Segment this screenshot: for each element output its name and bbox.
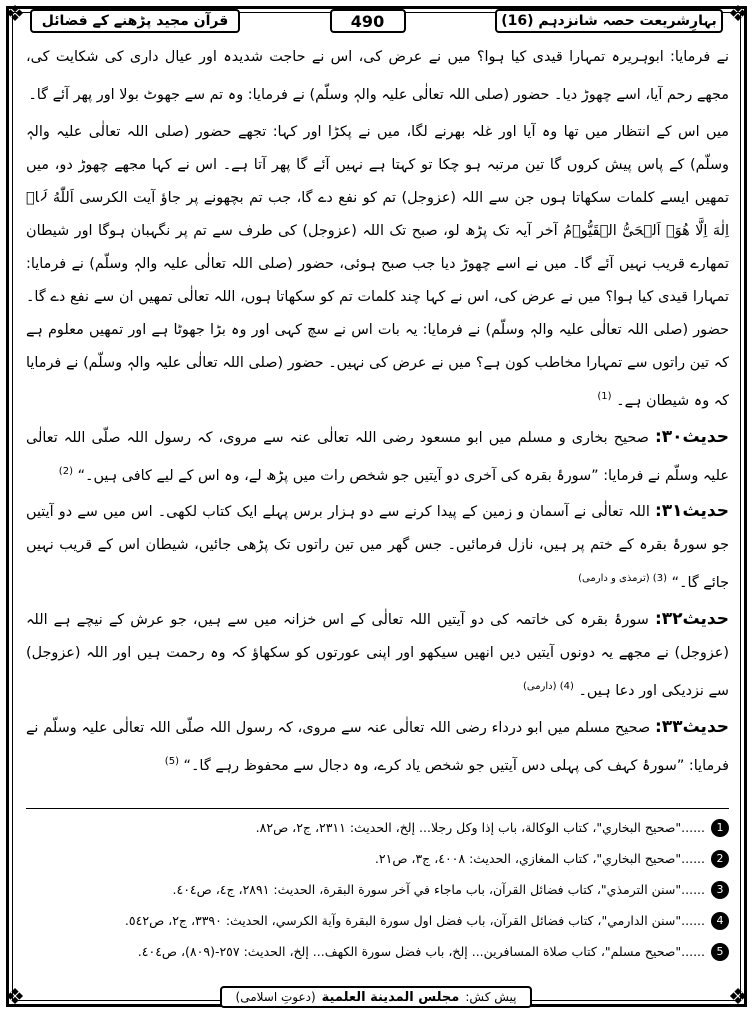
paragraph	[26, 40, 729, 112]
corner-ornament-icon: ❖	[5, 2, 25, 27]
paragraph	[26, 495, 729, 600]
footnote-text: ......"صحيح البخاري"، كتاب الوكالة، باب إذا وكل رجلا... إلخ، الحديث: ٢٣١١، ج٢، ص٨٢.	[255, 820, 705, 835]
hadith-heading: حدیث۳۱:	[654, 501, 729, 522]
footnote-text: ......"سنن الدارمي"، كتاب فضائل القرآن، باب فضل اول سورة البقرة وآية الكرسي، الحديث: ٣٣٩٠، ج٢، ص٥٤٢.	[124, 913, 705, 928]
paragraph-text: صحیح مسلم میں ابو درداء رضی اللہ تعالٰی عنہ سے مروی، کہ رسول اللہ صلّی اللہ تعالٰی علیہ وسلّم نے فرمایا: ”سورۂ کہف کی پہلی دس آیتیں جو شخص یاد کرے، وہ دجال سے محفوظ رہے گا۔“	[26, 719, 729, 774]
paragraph	[26, 421, 729, 493]
paragraph	[26, 115, 729, 418]
page-header	[30, 8, 723, 34]
paragraph-text: صحیح بخاری و مسلم میں ابو مسعود رضی اللہ تعالٰی عنہ سے مروی، کہ رسول اللہ صلّی اللہ تعالٰی علیہ وسلّم نے فرمایا: ”سورۂ بقرہ کی آخری دو آیتیں جو شخص رات میں پڑھ لے، وہ اس کے لیے کافی ہیں۔“	[26, 429, 729, 484]
page-footer	[220, 986, 532, 1008]
footnote-reference: (5)	[164, 755, 179, 767]
footnote-item	[26, 936, 729, 967]
publisher-name: مجلس المدينة العلمية	[321, 989, 460, 1005]
paragraph	[26, 603, 729, 708]
book-title: بہارِشریعت حصہ شانزدہم (16)	[495, 9, 723, 33]
footnote-reference: (4) (دارمی)	[522, 681, 574, 693]
paragraph-text: میں اس کے انتظار میں تھا وہ آیا اور غلہ بھرنے لگا، میں نے پکڑا اور کہا: تجھے حضور (صلی اللہ تعالٰی علیہ والہٖ وسلّم) کے پاس پیش کروں گا تین مرتبہ ہو چکا تو کہتا ہے نہیں آئے گا پھر آتا ہے۔ اس نے کہا مجھے چھوڑ دو، میں تمھیں ایسے کلمات سکھاتا ہوں جن سے اللہ (عزوجل) تم کو نفع دے گا، جب تم بچھونے پر جاؤ آیت الکرسی اَللّٰهُ لَاۤ اِلٰهَ اِلَّا هُوَۚ اَلۡحَیُّ الۡقَیُّوۡمُ آخر آیہ تک پڑھ لو، صبح تک اللہ (عزوجل) کی طرف سے تم پر نگہبان ہوگا اور شیطان تمھارے قریب نہیں آئے گا۔ میں نے اسے چھوڑ دیا جب صبح ہوئی، حضور (صلی اللہ تعالٰی علیہ والہٖ وسلّم) نے فرمایا: تمہارا قیدی کیا ہوا؟ میں نے عرض کی، اس نے کہا چند کلمات تم کو سکھاتا ہوں، اللہ تعالٰی تمھیں ان سے نفع دے گا۔ حضور (صلی اللہ تعالٰی علیہ والہٖ وسلّم) نے فرمایا: یہ بات اس نے سچ کہی اور وہ بڑا جھوٹا ہے اور تمھیں معلوم ہے کہ تین راتوں سے تمہارا مخاطب کون ہے؟ میں نے عرض کی نہیں۔ حضور (صلی اللہ تعالٰی علیہ والہٖ وسلّم) نے فرمایا کہ وہ شیطان ہے۔	[26, 123, 729, 409]
footnote-item	[26, 874, 729, 905]
footnote-reference: (3) (ترمذی و دارمی)	[578, 573, 667, 585]
footnote-text: ......"صحيح مسلم"، كتاب صلاة المسافرين... إلخ، باب فضل سورة الكهف... إلخ، الحديث: ٢٥٧-(٨٠٩)، ص٤٠٤.	[137, 944, 705, 959]
corner-ornament-icon: ❖	[728, 2, 748, 27]
footnote-number: 4	[711, 912, 729, 930]
page-number: 490	[330, 9, 406, 33]
footnote-reference: (2)	[58, 465, 73, 477]
footnote-divider	[26, 808, 729, 809]
hadith-heading: حدیث۳۰:	[654, 426, 729, 447]
footnote-item	[26, 812, 729, 843]
corner-ornament-icon: ❖	[728, 985, 748, 1010]
footer-prefix: پیش کش:	[465, 990, 517, 1004]
footnote-number: 3	[711, 881, 729, 899]
footnotes	[26, 812, 729, 967]
paragraph-text: سورۂ بقرہ کی خاتمہ کی دو آیتیں اللہ تعالٰی کے اس خزانہ میں سے ہیں، جو عرش کے نیچے ہے اللہ (عزوجل) نے مجھے یہ دونوں آیتیں دیں انھیں سیکھو اور اپنی عورتوں کو سکھاؤ کہ وہ رحمت ہیں اور اللہ (عزوجل) سے نزدیکی اور دعا ہیں۔	[26, 612, 729, 699]
footnote-number: 5	[711, 943, 729, 961]
footnote-item	[26, 905, 729, 936]
footnote-number: 2	[711, 850, 729, 868]
paragraph-text: اللہ تعالٰی نے آسمان و زمین کے پیدا کرنے سے دو ہزار برس پہلے ایک کتاب لکھی۔ اس میں سے دو آیتیں جو سورۂ بقرہ کے ختم پر ہیں، نازل فرمائیں۔ جس گھر میں تین راتوں تک پڑھی جائیں، شیطان اس کے قریب نہیں جائے گا۔“	[26, 504, 729, 592]
paragraph	[26, 711, 729, 783]
hadith-heading: حدیث۳۳:	[654, 716, 730, 737]
hadith-heading: حدیث۳۲:	[654, 609, 729, 630]
footnote-item	[26, 843, 729, 874]
footnote-reference: (1)	[597, 390, 612, 402]
main-text	[26, 40, 729, 786]
footnote-text: ......"سنن الترمذي"، كتاب فضائل القرآن، باب ماجاء في آخر سورة البقرة، الحديث: ٢٨٩١، ج٤، ص٤٠٤.	[172, 882, 705, 897]
footer-suffix: (دعوتِ اسلامی)	[235, 990, 316, 1004]
footnote-number: 1	[711, 819, 729, 837]
footnote-text: ......"صحيح البخاري"، كتاب المغازي، الحديث: ٤٠٠٨، ج٣، ص٢١.	[374, 851, 705, 866]
corner-ornament-icon: ❖	[5, 985, 25, 1010]
section-title: قرآن مجید پڑھنے کے فضائل	[30, 9, 240, 33]
paragraph-text: نے فرمایا: ابوہریرہ تمہارا قیدی کیا ہوا؟ میں نے عرض کی، اس نے حاجت شدیدہ اور عیال داری کی شکایت کی، مجھے رحم آیا، اسے چھوڑ دیا۔ حضور (صلی اللہ تعالٰی علیہ والہٖ وسلّم) نے فرمایا: وہ تم سے جھوٹ بولا اور پھر آئے گا۔	[26, 49, 729, 103]
